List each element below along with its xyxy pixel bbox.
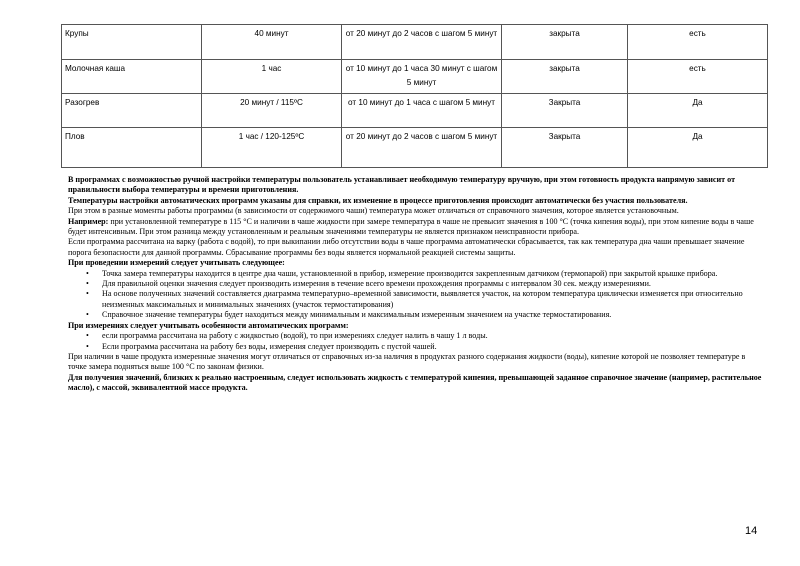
programs-table bbox=[61, 24, 768, 168]
keep-warm-cell: есть bbox=[628, 60, 768, 94]
list-item: • Если программа рассчитана на работу без воды, измерения следует производить с пустой чашей. bbox=[68, 342, 762, 352]
example-paragraph bbox=[68, 217, 762, 238]
keep-warm-cell: Да bbox=[628, 94, 768, 128]
time-range-cell: от 10 минут до 1 часа 30 минут с шагом 5 минут bbox=[342, 60, 502, 94]
time-range-cell: от 10 минут до 1 часа с шагом 5 минут bbox=[342, 94, 502, 128]
product-presence-paragraph: При наличии в чаше продукта измеренные значения могут отличаться от справочных из-за наличия в продуктах разного содержания жидкости (воды), кипение которой не позволяет температуре в точке замера подняться выше 100 °С по законам физики. bbox=[68, 351, 746, 372]
program-name-cell: Разогрев bbox=[62, 94, 202, 128]
default-time-cell: 1 час / 120-125ºC bbox=[202, 128, 342, 168]
time-range-cell: от 20 минут до 2 часов с шагом 5 минут bbox=[342, 25, 502, 60]
list-item: • На основе полученных значений составляется диаграмма температурно–временной зависимости, выявляется участок, на котором температура циклически изменяется при относительно неизменных максимальных и минимальных значениях (участок термостатирования) bbox=[68, 289, 762, 310]
example-text: при установленной температуре в 115 °С и наличии в чаше жидкости при замере температура в чаше не превысит значения в 100 °С (точка кипения воды), при этом кипение воды в чаше будет интенсивным. При этом разница между установленным и реальным значениями температуры не является признаком неисправности прибора. bbox=[68, 216, 754, 237]
auto-program-list bbox=[68, 331, 762, 352]
time-range-cell: от 20 минут до 2 часов с шагом 5 минут bbox=[342, 128, 502, 168]
measurement-heading: При проведении измерений следует учитывать следующее: bbox=[68, 258, 285, 268]
keep-warm-cell: Да bbox=[628, 128, 768, 168]
document-body bbox=[68, 175, 762, 394]
auto-program-heading: При измерениях следует учитывать особенности автоматических программ: bbox=[68, 320, 349, 330]
lid-cell: Закрыта bbox=[502, 128, 628, 168]
program-name-cell: Крупы bbox=[62, 25, 202, 60]
list-item: • Для правильной оценки значения следует производить измерения в течение всего времени прохождения программы с интервалом 30 сек. между измерениями. bbox=[68, 279, 762, 289]
example-lead: Например: bbox=[68, 216, 109, 226]
lid-cell: закрыта bbox=[502, 25, 628, 60]
temperature-deviation-paragraph: При этом в разные моменты работы программы (в зависимости от содержимого чаши) температура может отличаться от справочного значения, которое является установочным. bbox=[68, 206, 679, 216]
lid-cell: Закрыта bbox=[502, 94, 628, 128]
lid-cell: закрыта bbox=[502, 60, 628, 94]
default-time-cell: 40 минут bbox=[202, 25, 342, 60]
program-name-cell: Плов bbox=[62, 128, 202, 168]
list-item: • Справочное значение температуры будет находиться между минимальным и максимальным измеренным значением на участке термостатирования. bbox=[68, 310, 762, 320]
list-item: • если программа рассчитана на работу с жидкостью (водой), то при измерениях следует налить в чашу 1 л воды. bbox=[68, 331, 762, 341]
table-row bbox=[62, 128, 768, 168]
manual-mode-note: В программах с возможностью ручной настройки температуры пользователь устанавливает необходимую температуру вручную, при этом готовность продукта напрямую зависит от правильности выбора температуры и времени приготовления. bbox=[68, 175, 736, 195]
recommendation-paragraph: Для получения значений, близких к реально настроенным, следует использовать жидкость с температурой кипения, превышающей заданное справочное значение (например, растительное масло), с массой, эквивалентной массе продукта. bbox=[68, 372, 762, 393]
table-row bbox=[62, 25, 768, 60]
program-name-cell: Молочная каша bbox=[62, 60, 202, 94]
boil-dry-paragraph: Если программа рассчитана на варку (работа с водой), то при выкипании либо отсутствии воды в чаше программа автоматически сбрасывается, так как температура дна чаши превышает значение порога безопасности для данной программы. Сбрасывание программы без воды является нормальной реакцией системы защиты. bbox=[68, 237, 745, 257]
default-time-cell: 1 час bbox=[202, 60, 342, 94]
page-number: 14 bbox=[745, 525, 758, 537]
measurement-list bbox=[68, 269, 762, 321]
table-row bbox=[62, 94, 768, 128]
list-item: • Точка замера температуры находится в центре дна чаши, установленной в прибор, измерение производится закрепленным датчиком (термопарой) при закрытой крышке прибора. bbox=[68, 269, 762, 279]
keep-warm-cell: есть bbox=[628, 25, 768, 60]
default-time-cell: 20 минут / 115ºC bbox=[202, 94, 342, 128]
auto-programs-note: Температуры настройки автоматических программ указаны для справки, их изменение в процессе приготовления происходит автоматически без участия пользователя. bbox=[68, 195, 688, 205]
table-row bbox=[62, 60, 768, 94]
